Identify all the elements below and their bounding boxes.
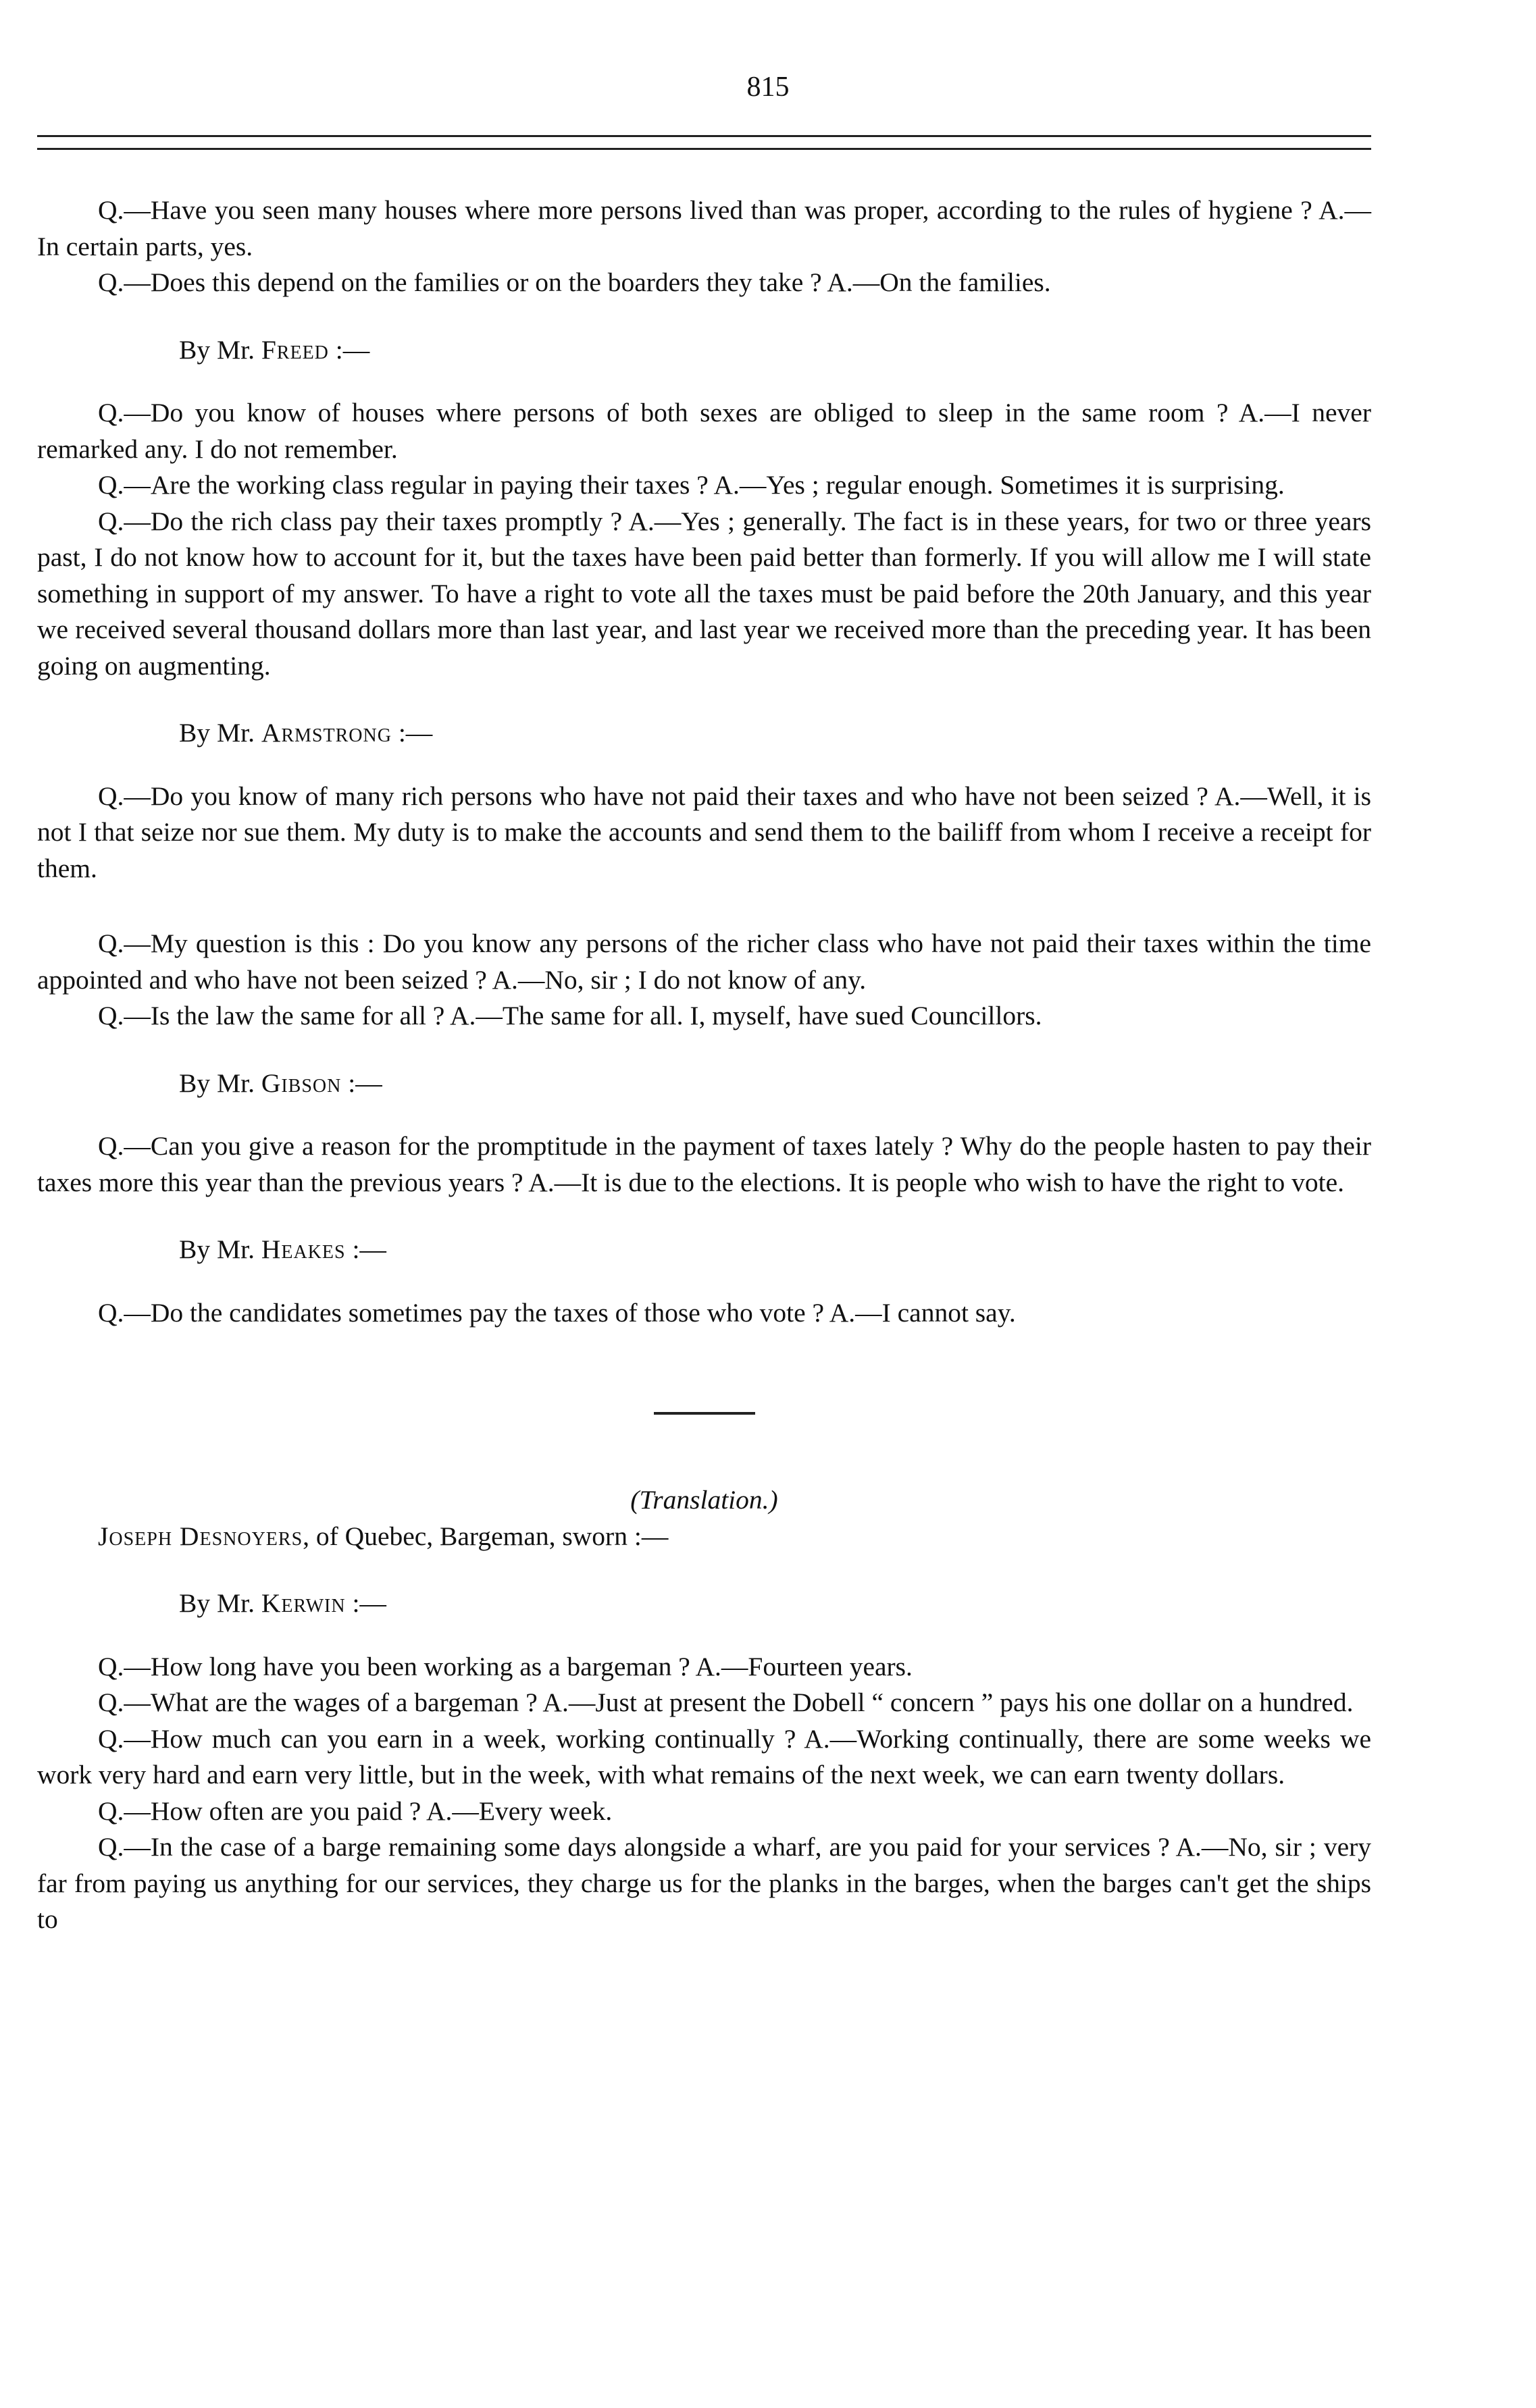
question-answer: Q.—How often are you paid ? A.—Every week. (98, 1796, 613, 1826)
question-answer: Q.—Do the rich class pay their taxes promptly ? A.—Yes ; generally. The fact is in these years, for two or three years past, I do not know how to account for it, but the taxes have been paid better than formerly. If you will allow me I will state something in support of my answer. To have a right to vote all the taxes must be paid before the 20th January, and this year we received several thousand dollars more than last year, and last year we received more than the preceding year. It has been going on augmenting. (37, 506, 1371, 681)
page-body (37, 192, 1371, 1938)
question-answer: Q.—Can you give a reason for the promptitude in the payment of taxes lately ? Why do the people hasten to pay their taxes more this year than the previous years ? A.—It is due to the elections. It is people who wish to have the right to vote. (37, 1131, 1371, 1197)
question-answer: Q.—Do you know of houses where persons of both sexes are obliged to sleep in the same room ? A.—I never remarked any. I do not remember. (37, 398, 1371, 464)
speaker-heading-armstrong: By Mr. Armstrong :— (179, 718, 433, 748)
witness-line (37, 1519, 1371, 1555)
question-answer: Q.—Do you know of many rich persons who have not paid their taxes and who have not been seized ? A.—Well, it is not I that seize nor sue them. My duty is to make the accounts and send them to the bailiff from whom I receive a receipt for them. (37, 781, 1371, 883)
question-answer: Q.—Have you seen many houses where more persons lived than was proper, according to the rules of hygiene ? A.—In certain parts, yes. (37, 195, 1371, 261)
question-answer: Q.—How much can you earn in a week, working continually ? A.—Working continually, there are some weeks we work very hard and earn very little, but in the week, with what remains of the next week, we can earn twenty dollars. (37, 1723, 1371, 1789)
question-answer: Q.—What are the wages of a bargeman ? A.—Just at present the Dobell “ concern ” pays his one dollar on a hundred. (98, 1687, 1354, 1717)
speaker-heading-gibson: By Mr. Gibson :— (179, 1068, 382, 1098)
question-answer: Q.—Are the working class regular in paying their taxes ? A.—Yes ; regular enough. Sometimes it is surprising. (98, 470, 1285, 500)
section-divider (654, 1412, 755, 1415)
speaker-heading-heakes: By Mr. Heakes :— (179, 1234, 386, 1264)
question-answer: Q.—Does this depend on the families or on the boarders they take ? A.—On the families. (98, 267, 1051, 297)
speaker-heading-kerwin: By Mr. Kerwin :— (179, 1588, 386, 1618)
header-double-rule (37, 135, 1371, 150)
question-answer: Q.—How long have you been working as a bargeman ? A.—Fourteen years. (98, 1651, 913, 1681)
speaker-heading-freed: By Mr. Freed :— (179, 334, 370, 365)
question-answer: Q.—Do the candidates sometimes pay the taxes of those who vote ? A.—I cannot say. (98, 1297, 1016, 1328)
page-number: 815 (746, 72, 790, 103)
translation-label: (Translation.) (630, 1485, 778, 1515)
question-answer: Q.—In the case of a barge remaining some days alongside a wharf, are you paid for your services ? A.—No, sir ; very far from paying us anything for our services, they charge us for the planks in the barges, when the barges can't get the ships to (37, 1832, 1371, 1934)
witness-details: , of Quebec, Bargeman, sworn :— (303, 1521, 669, 1551)
question-answer: Q.—Is the law the same for all ? A.—The same for all. I, myself, have sued Councillors. (98, 1001, 1042, 1030)
question-answer: Q.—My question is this : Do you know any persons of the richer class who have not paid their taxes within the time appointed and who have not been seized ? A.—No, sir ; I do not know of any. (37, 928, 1371, 995)
witness-name: Joseph Desnoyers (98, 1521, 303, 1551)
